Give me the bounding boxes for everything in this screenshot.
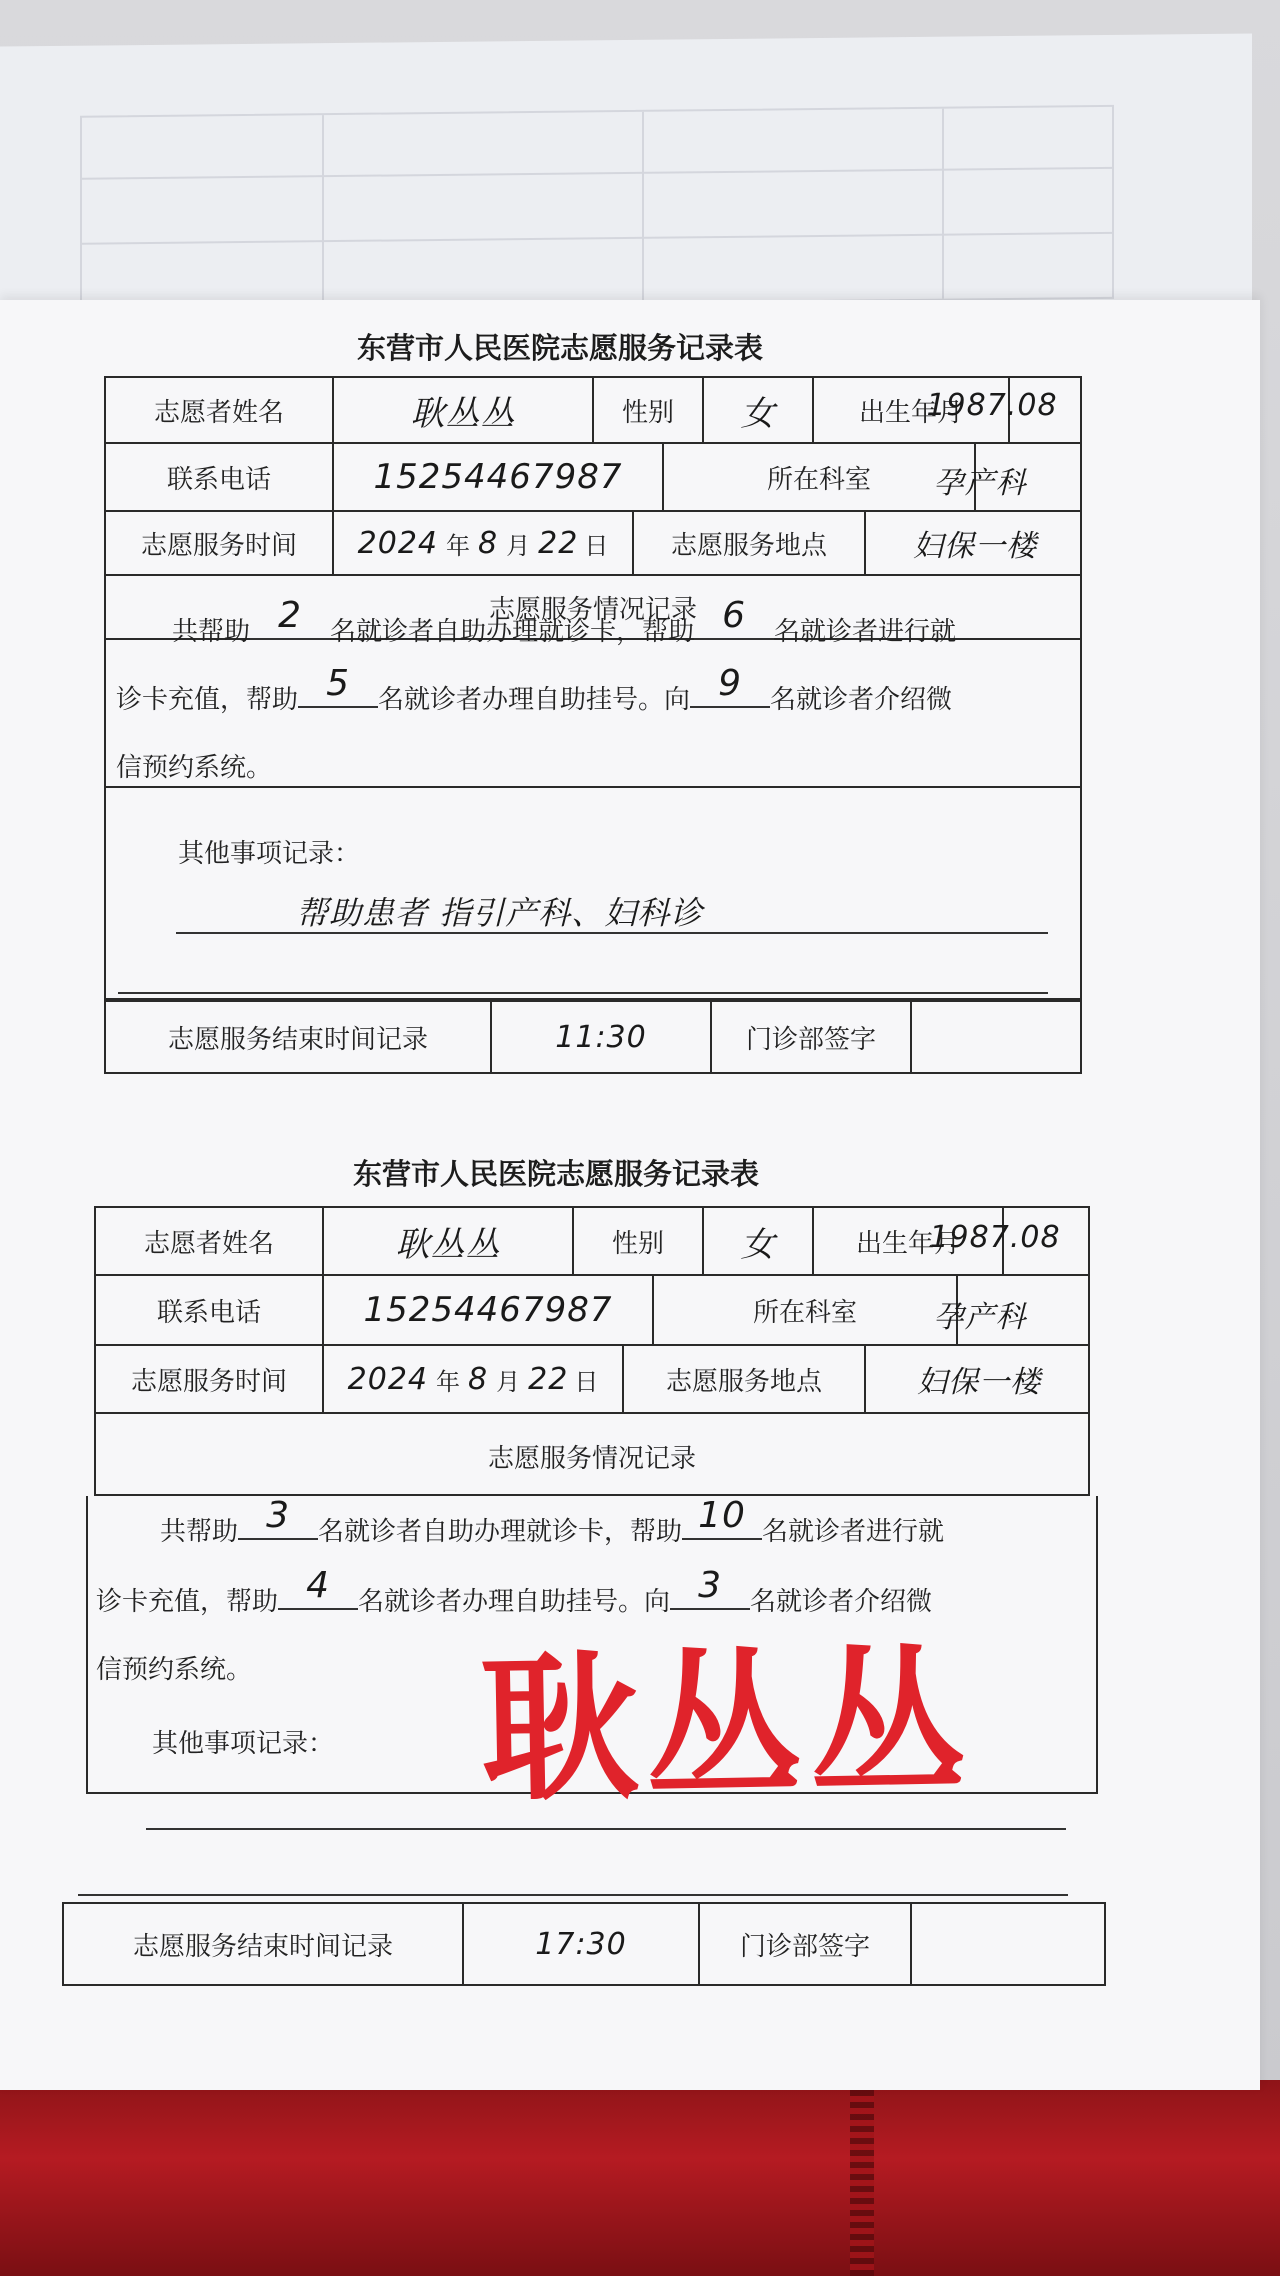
- form-title: 东营市人民医院志愿服务记录表: [357, 331, 764, 365]
- value-name-2: [322, 1208, 572, 1274]
- value-help2-2: 10: [698, 1495, 746, 1536]
- blank-help1: [250, 595, 330, 640]
- label-service-time: 志愿服务时间: [140, 530, 297, 561]
- form-2-end-row: [62, 1902, 1106, 1986]
- blank-help4: [690, 663, 770, 708]
- value-sign: [910, 1002, 1084, 1072]
- sentence-2-s3: 名就诊者进行就: [762, 1517, 945, 1547]
- label-service-time-2: 志愿服务时间: [130, 1366, 287, 1397]
- form-title-2: 东营市人民医院志愿服务记录表: [353, 1157, 760, 1191]
- row-service-time-2: [96, 1344, 1088, 1412]
- sentence-2-s1: 共帮助: [160, 1517, 239, 1547]
- value-service-place-2: [864, 1346, 1092, 1412]
- value-gender-2: [702, 1208, 812, 1274]
- sentence-s3: 名就诊者进行就: [774, 617, 957, 647]
- label-other-2: 其他事项记录：: [152, 1729, 335, 1759]
- sentence-line-1: [172, 595, 957, 666]
- label-end-time-2: 志愿服务结束时间记录: [132, 1931, 393, 1962]
- record-page: [0, 300, 1260, 2090]
- value-help4-2: 3: [698, 1565, 722, 1606]
- label-sign-2: 门诊部签字: [698, 1904, 910, 1984]
- value-help4: 9: [718, 663, 742, 704]
- sentence-line-3: 信预约系统。: [116, 753, 273, 783]
- value-service-date: [332, 512, 632, 574]
- sentence-s2: 名就诊者自助办理就诊卡，帮助: [330, 617, 695, 647]
- value-day-2: 22: [528, 1361, 569, 1397]
- value-help1-2: 3: [266, 1495, 290, 1536]
- value-place-2-text: 妇保一楼: [917, 1365, 1041, 1400]
- other-line-2-2: [78, 1894, 1068, 1896]
- label-name: 志愿者姓名: [153, 397, 284, 428]
- sentence-s5: 名就诊者办理自助挂号。向: [378, 685, 691, 715]
- value-help1: 2: [278, 595, 302, 636]
- red-cloth: [0, 2080, 1280, 2276]
- value-sign-2: [910, 1904, 1108, 1984]
- value-help3: 5: [326, 663, 350, 704]
- previous-sheet-grid: [80, 105, 1114, 310]
- value-dept-text: 孕产科: [933, 466, 1027, 501]
- value-month-2: 8: [468, 1361, 489, 1397]
- day-unit: 日: [584, 531, 609, 560]
- blank-help2-2: [682, 1495, 762, 1540]
- value-month: 8: [478, 525, 499, 561]
- value-gender-2-text: 女: [740, 1224, 776, 1265]
- value-end-time-2: [462, 1904, 698, 1984]
- label-birth-2: 出生年月: [812, 1208, 1002, 1274]
- value-place-text: 妇保一楼: [913, 529, 1037, 564]
- value-year: 2024: [357, 525, 439, 561]
- month-unit: 月: [506, 531, 531, 560]
- form-1-end-row: [104, 1000, 1082, 1074]
- sentence-2-s2: 名就诊者自助办理就诊卡，帮助: [318, 1517, 683, 1547]
- sentence-s1: 共帮助: [172, 617, 251, 647]
- value-help3-2: 4: [306, 1565, 330, 1606]
- sentence-line-3-2: 信预约系统。: [96, 1655, 253, 1685]
- value-phone-2: [322, 1276, 652, 1344]
- year-unit-2: 年: [436, 1367, 461, 1396]
- label-gender: 性别: [592, 378, 702, 442]
- label-phone: 联系电话: [166, 464, 271, 495]
- row-situation-header-2: [96, 1412, 1088, 1498]
- value-name: [332, 378, 592, 442]
- blank-help3-2: [278, 1565, 358, 1610]
- label-dept-2: 所在科室: [652, 1276, 956, 1344]
- value-phone-text: 15254467987: [373, 457, 623, 497]
- value-service-place: [864, 512, 1084, 574]
- label-dept: 所在科室: [662, 444, 974, 510]
- value-phone: [332, 444, 662, 510]
- value-other-note: 帮助患者 指引产科、妇科诊: [296, 894, 704, 932]
- label-service-place-2: 志愿服务地点: [622, 1346, 864, 1412]
- value-year-2: 2024: [347, 1361, 429, 1397]
- value-day: 22: [538, 525, 579, 561]
- value-help2: 6: [722, 595, 746, 636]
- year-unit: 年: [446, 531, 471, 560]
- label-other: 其他事项记录：: [178, 839, 361, 869]
- sentence-2-s5: 名就诊者办理自助挂号。向: [358, 1587, 671, 1617]
- sentence-2-s6: 名就诊者介绍微: [750, 1587, 933, 1617]
- label-birth: 出生年月: [812, 378, 1008, 442]
- value-end-time-text: 11:30: [555, 1019, 647, 1055]
- zipper: [850, 2090, 874, 2276]
- value-end-time: [490, 1002, 710, 1072]
- label-service-place: 志愿服务地点: [632, 512, 864, 574]
- blank-help2: [694, 595, 774, 640]
- sentence-s6: 名就诊者介绍微: [770, 685, 953, 715]
- label-situation: 志愿服务情况记录: [488, 594, 697, 625]
- previous-sheet: [0, 33, 1252, 326]
- label-phone-2: 联系电话: [156, 1297, 261, 1328]
- day-unit-2: 日: [574, 1367, 599, 1396]
- value-gender: [702, 378, 812, 442]
- blank-help1-2: [238, 1495, 318, 1540]
- value-name-text: 耿丛丛: [410, 393, 516, 434]
- other-line-1: [176, 932, 1048, 934]
- row-service-time: [106, 510, 1080, 574]
- sentence-line-1-2: [160, 1495, 945, 1566]
- other-line-2: [118, 992, 1048, 994]
- value-dept-2-text: 孕产科: [933, 1300, 1027, 1335]
- red-name-overlay: 耿丛丛: [478, 1630, 974, 1824]
- label-end-time: 志愿服务结束时间记录: [167, 1024, 428, 1055]
- value-service-date-2: [322, 1346, 622, 1412]
- label-gender-2: 性别: [572, 1208, 702, 1274]
- sentence-line-2: [116, 663, 953, 734]
- value-phone-2-text: 15254467987: [363, 1290, 613, 1330]
- blank-help3: [298, 663, 378, 708]
- month-unit-2: 月: [496, 1367, 521, 1396]
- sentence-s4: 诊卡充值，帮助: [116, 685, 299, 715]
- value-end-time-2-text: 17:30: [535, 1926, 627, 1962]
- label-sign: 门诊部签字: [710, 1002, 910, 1072]
- label-name-2: 志愿者姓名: [143, 1228, 274, 1259]
- sentence-2-s4: 诊卡充值，帮助: [96, 1587, 279, 1617]
- value-birth-text: 1987.08: [926, 388, 1058, 423]
- value-birth-2-text: 1987.08: [929, 1220, 1061, 1255]
- value-gender-text: 女: [740, 393, 776, 434]
- label-situation-2: 志愿服务情况记录: [487, 1443, 696, 1474]
- value-name-2-text: 耿丛丛: [395, 1224, 501, 1265]
